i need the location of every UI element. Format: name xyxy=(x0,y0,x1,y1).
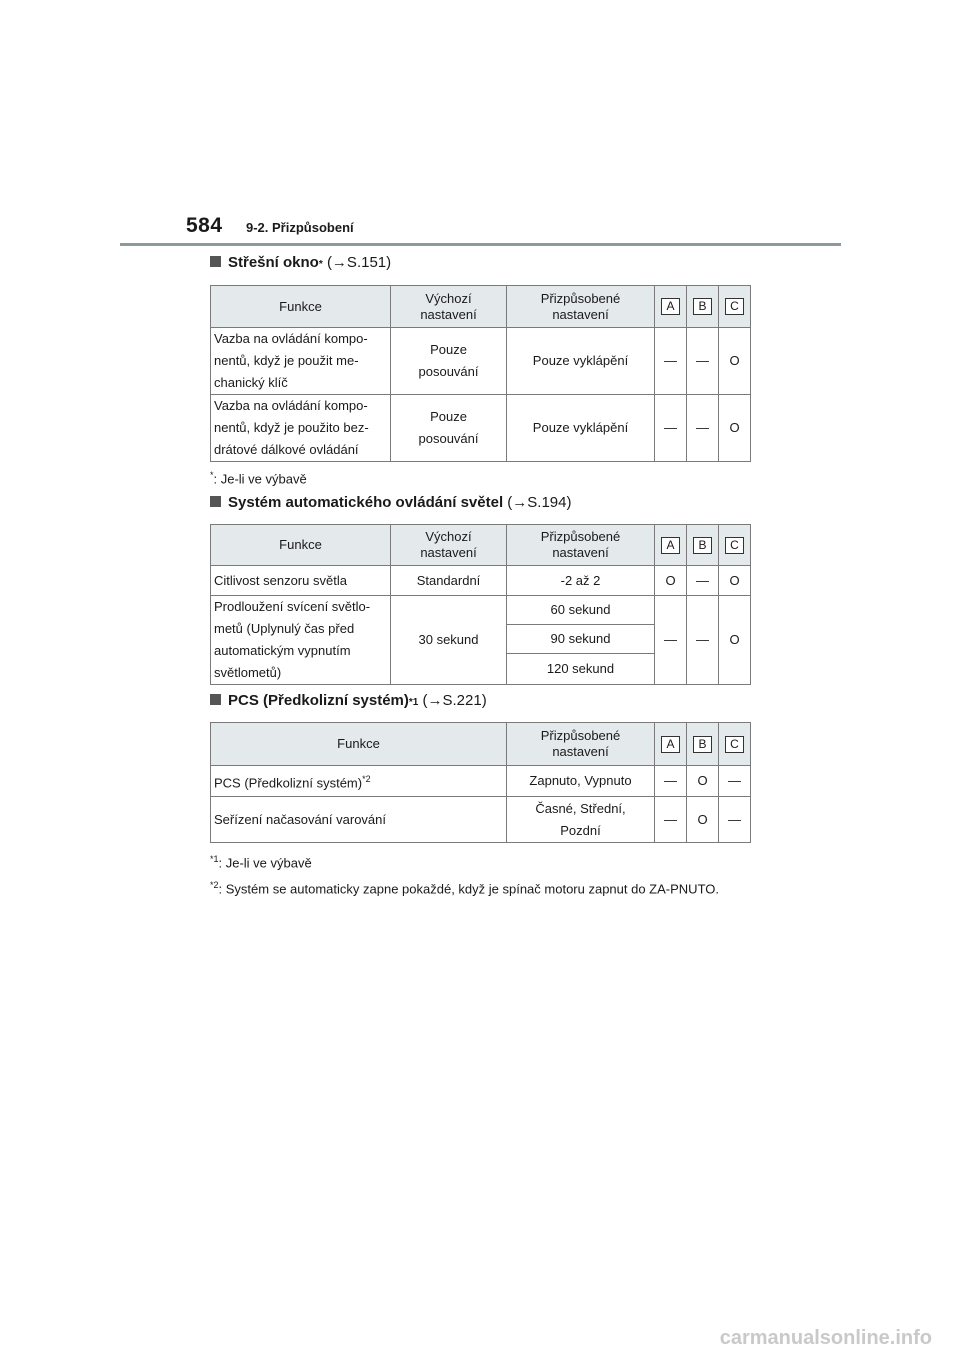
header-funkce: Funkce xyxy=(211,286,391,328)
page-number: 584 xyxy=(186,214,223,237)
column-c-label: C xyxy=(725,736,744,753)
table-row: Vazba na ovládání kompo-nentů, když je použito bez-drátové dálkové ovládání Pouze posouvání Pouze vyklápění — — O xyxy=(211,395,751,462)
table-row: Seřízení načasování varování Časné, Střední, Pozdní — O — xyxy=(211,797,751,843)
square-bullet-icon xyxy=(210,694,221,705)
chapter-title: 9-2. Přizpůsobení xyxy=(246,220,354,235)
watermark: carmanualsonline.info xyxy=(719,1327,932,1349)
header-funkce: Funkce xyxy=(211,723,507,766)
column-c-label: C xyxy=(725,298,744,315)
column-a-label: A xyxy=(661,298,680,315)
footnote-sunroof: *: Je-li ve výbavě xyxy=(210,470,307,487)
section-title-sunroof: Střešní okno * (→S.151) xyxy=(210,254,391,271)
column-b-label: B xyxy=(693,736,712,753)
header-prizpusobene: Přizpůsobené nastavení xyxy=(507,286,655,328)
square-bullet-icon xyxy=(210,256,221,267)
header-prizpusobene: Přizpůsobené nastavení xyxy=(507,525,655,566)
table-row: 120 sekund xyxy=(211,653,751,684)
lights-table xyxy=(210,524,751,685)
section-title-pcs: PCS (Předkolizní systém) *1 (→S.221) xyxy=(210,692,487,709)
column-b-label: B xyxy=(693,537,712,554)
pcs-table xyxy=(210,722,751,843)
header-funkce: Funkce xyxy=(211,525,391,566)
table-row: 90 sekund xyxy=(211,624,751,653)
table-row: PCS (Předkolizní systém)$^{*2}$ Zapnuto, Vypnuto — O — xyxy=(211,766,751,797)
table-row: Citlivost senzoru světla Standardní -2 až 2 O — O xyxy=(211,566,751,596)
column-b-label: B xyxy=(693,298,712,315)
column-a-label: A xyxy=(661,537,680,554)
column-c-label: C xyxy=(725,537,744,554)
column-a-label: A xyxy=(661,736,680,753)
header-vychozi: Výchozí nastavení xyxy=(391,286,507,328)
table-row: Prodloužení svícení světlo-metů (Uplynulý čas před automatickým vypnutím světlometů) 30 sekund 60 sekund — — O xyxy=(211,596,751,625)
footnote-pcs-2: $^{*2}$: Systém se automaticky zapne pokaždé, když je spínač motoru zapnut do ZA-PNUTO. xyxy=(210,880,720,897)
footnote-pcs-1: $^{*1}$: Je-li ve výbavě xyxy=(210,854,312,871)
sunroof-table xyxy=(210,285,751,462)
section-title-lights: Systém automatického ovládání světel (→S.194) xyxy=(210,494,571,511)
header-vychozi: Výchozí nastavení xyxy=(391,525,507,566)
table-row: Vazba na ovládání kompo-nentů, když je použit me-chanický klíč Pouze posouvání Pouze vyklápění — — O xyxy=(211,328,751,395)
square-bullet-icon xyxy=(210,496,221,507)
header-rule xyxy=(120,243,841,246)
header-prizpusobene: Přizpůsobené nastavení xyxy=(507,723,655,766)
